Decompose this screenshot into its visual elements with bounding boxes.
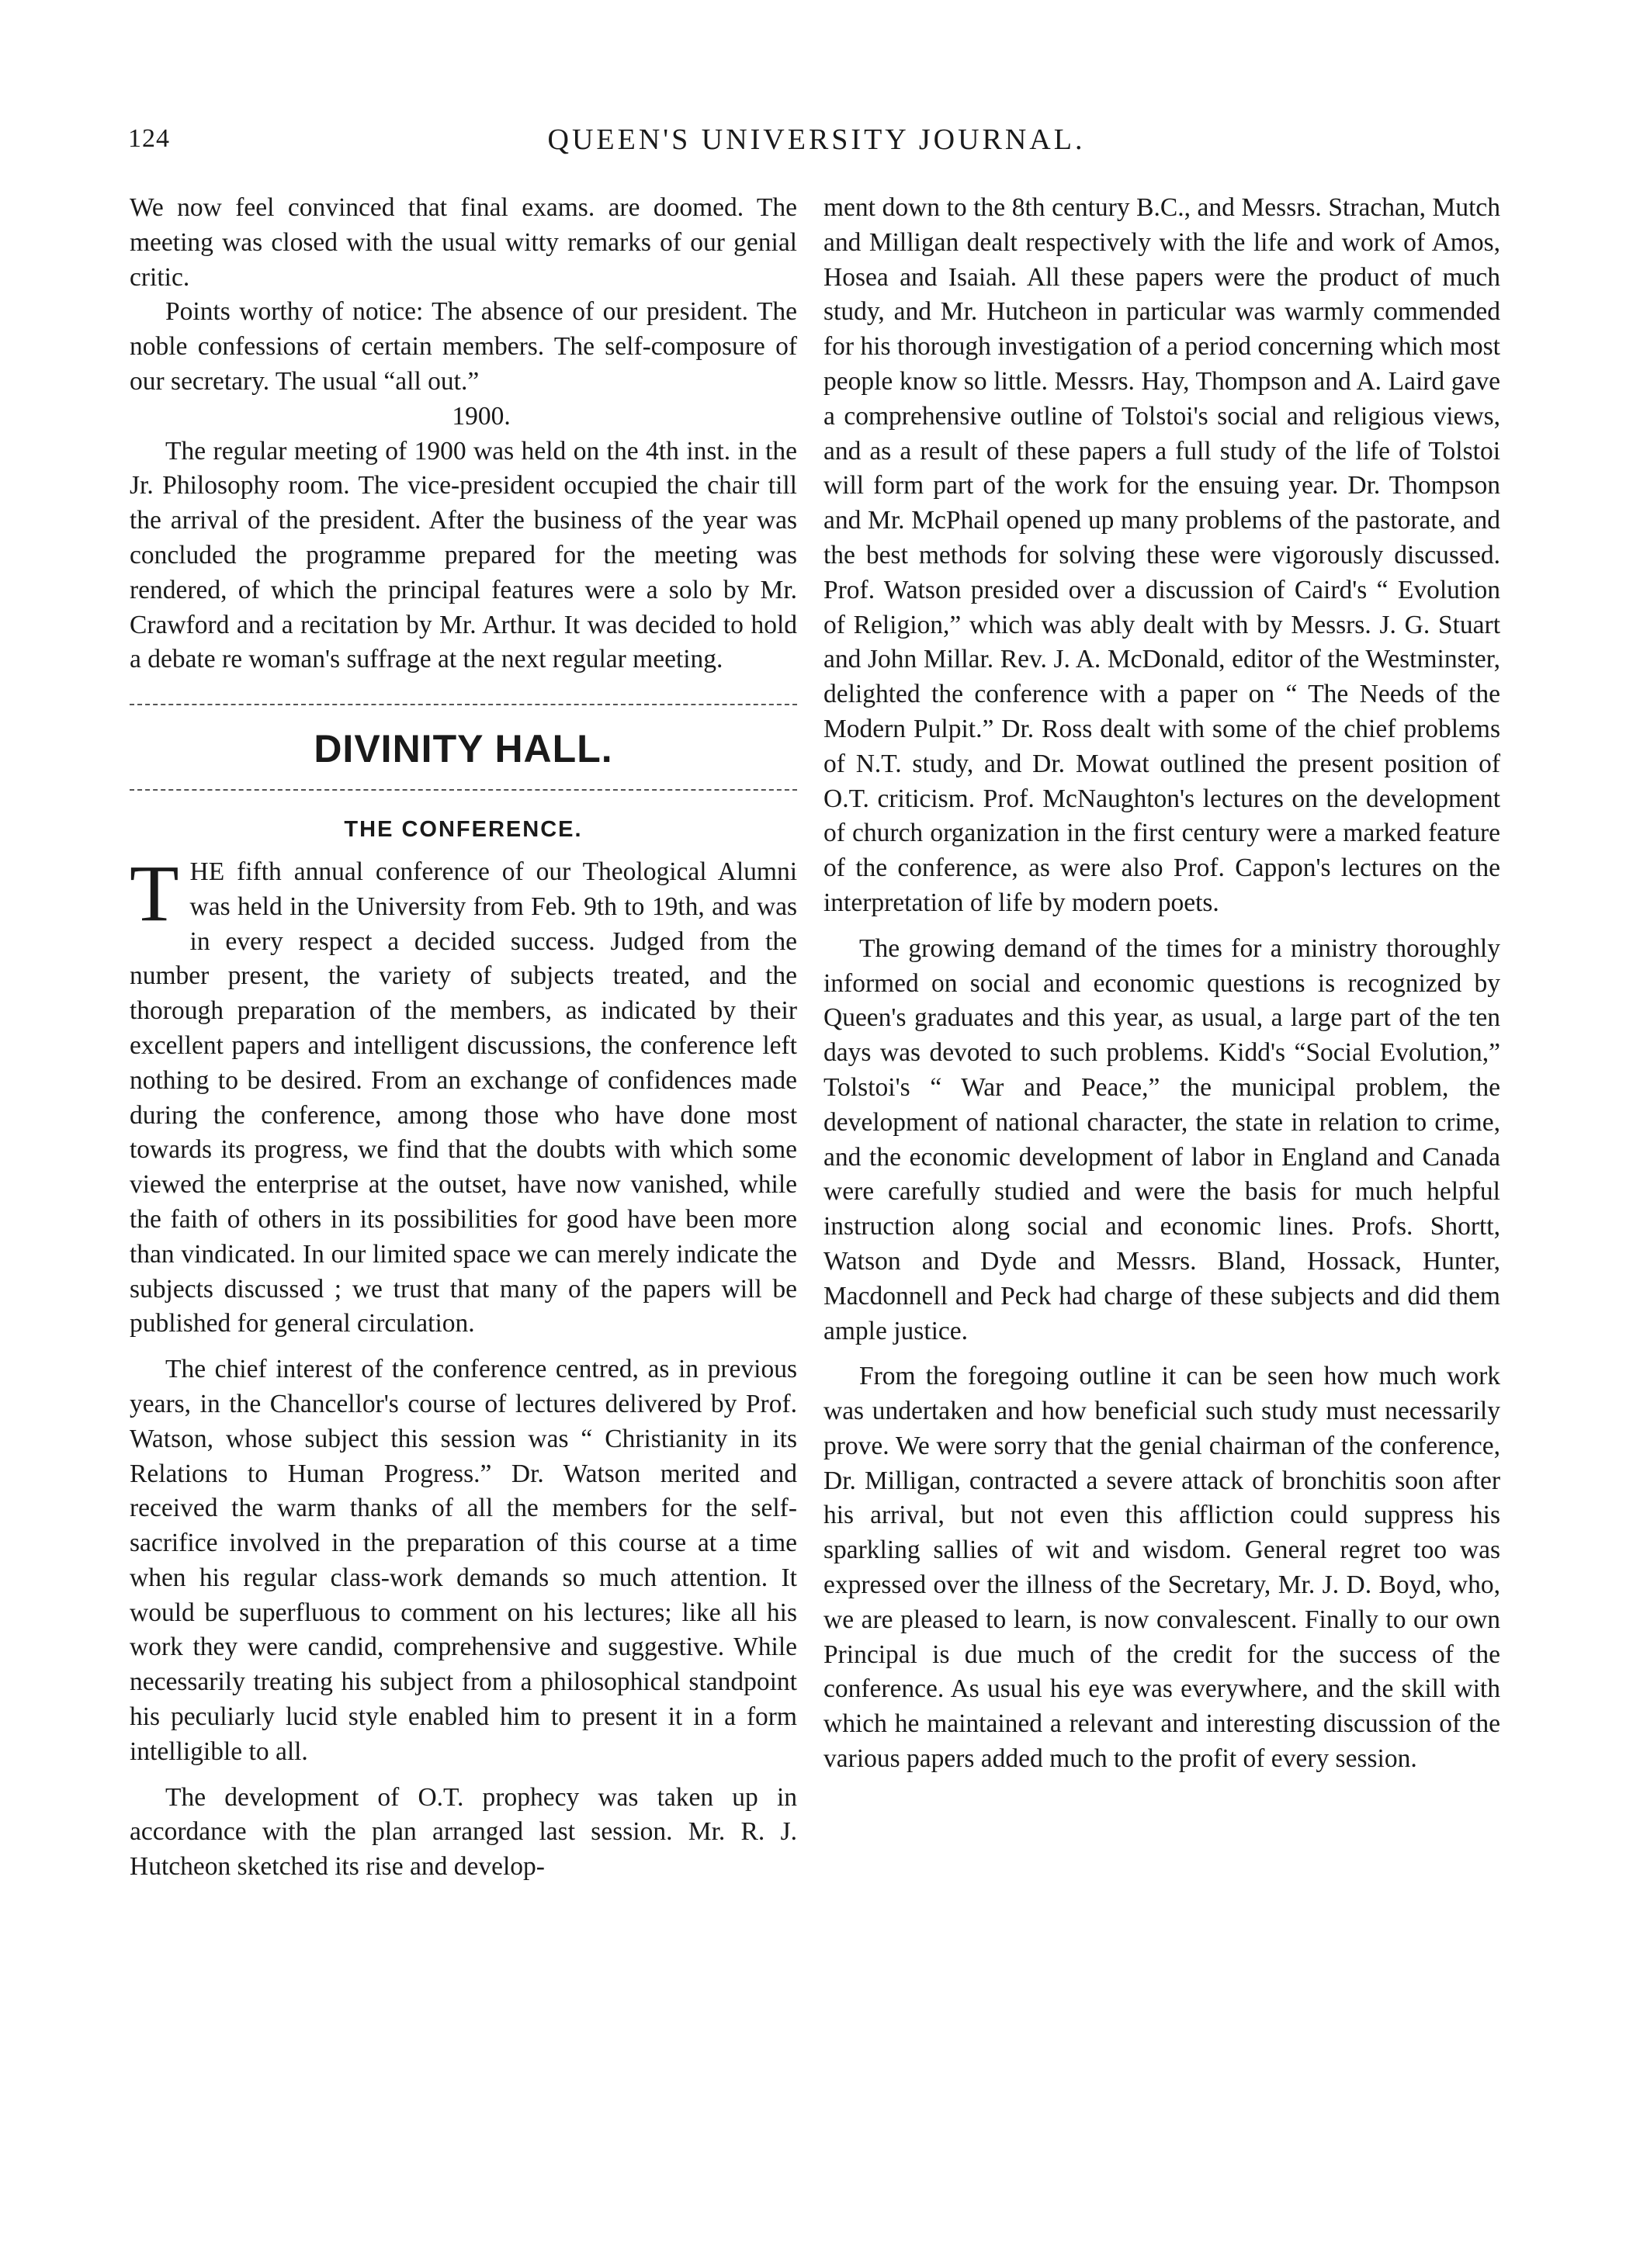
year-heading: 1900.	[452, 401, 511, 431]
paragraph: The regular meeting of 1900 was held on the 4th inst. in the Jr. Philosophy room. The vice-president occupied the chair till the arrival of the president. After the business of the year was concluded the programme prepared for the meeting was rendered, of which the principal features were a solo by Mr. Crawford and a recitation by Mr. Arthur. It was decided to hold a debate re woman's suffrage at the next regular meeting.	[130, 436, 797, 674]
section-rule-bottom	[130, 789, 797, 791]
section-title: DIVINITY HALL.	[314, 727, 613, 771]
lead-paragraph	[130, 848, 797, 1342]
paragraph: ment down to the 8th century B.C., and Messrs. Strachan, Mutch and Milligan dealt respectively with the life and work of Amos, Hosea and Isaiah. All these papers were the product of much study, and Mr. Hutcheon in particular was warmly commended for his thorough investigation of a period concerning which most people know so little. Messrs. Hay, Thompson and A. Laird gave a comprehensive outline of Tolstoi's social and religious views, and as a result of these papers a full study of the life of Tolstoi will form part of the work for the ensuing year. Dr. Thompson and Mr. McPhail opened up many problems of the pastorate, and the best methods for solving these were vigorously discussed. Prof. Watson presided over a discussion of Caird's “ Evolution of Religion,” which was ably dealt with by Messrs. J. G. Stuart and John Millar. Rev. J. A. McDonald, editor of the Westminster, delighted the conference with a paper on “ The Needs of the Modern Pulpit.” Dr. Ross dealt with some of the chief problems of N.T. study, and Dr. Mowat outlined the present position of O.T. criticism. Prof. McNaughton's lectures on the development of church organization in the first century were a marked feature of the conference, as were also Prof. Cappon's lectures on the interpretation of life by modern poets.	[823, 193, 1500, 917]
section-rule-top	[130, 704, 797, 705]
left-column	[130, 191, 797, 1885]
paragraph: The development of O.T. prophecy was taken up in accordance with the plan arranged last session. Mr. R. J. Hutcheon sketched its rise and develop-	[130, 1782, 797, 1882]
article-title: THE CONFERENCE.	[344, 817, 583, 843]
running-head: QUEEN'S UNIVERSITY JOURNAL.	[547, 123, 1086, 156]
lead-text: HE fifth annual conference of our Theological Alumni was held in the University from Feb. 9th to 19th, and was in every respect a decided success. Judged from the number present, the variety of subjects treated, and the thorough preparation of the members, as indicated by their excellent papers and intelligent discussions, the conference left nothing to be desired. From an exchange of confidences made during the conference, among those who have done most towards its progress, we find that the doubts with which some viewed the enterprise at the outset, have now vanished, while the faith of others in its possibilities for good have been more than vindicated. In our limited space we can merely indicate the subjects discussed ; we trust that many of the papers will be published for general circulation.	[130, 857, 797, 1338]
paragraph: The chief interest of the conference centred, as in previous years, in the Chancellor's course of lectures delivered by Prof. Watson, whose subject this session was “ Christianity in its Relations to Human Progress.” Dr. Watson merited and received the warm thanks of all the members for the self-sacrifice involved in the preparation of this course at a time when his regular class-work demands so much attention. It would be superfluous to comment on his lectures; like all his work they were candid, comprehensive and suggestive. While necessarily treating his subject from a philosophical standpoint his peculiarly lucid style enabled him to present it in a form intelligible to all.	[130, 1355, 797, 1766]
page-number: 124	[128, 124, 170, 153]
right-column	[823, 191, 1500, 1777]
paragraph: We now feel convinced that final exams. are doomed. The meeting was closed with the usual witty remarks of our genial critic.	[130, 193, 797, 292]
paragraph: The growing demand of the times for a ministry thoroughly informed on social and economic questions is recognized by Queen's graduates and this year, as usual, a large part of the ten days was devoted to such problems. Kidd's “Social Evolution,” Tolstoi's “ War and Peace,” the municipal problem, the development of national character, the state in relation to crime, and the economic development of labor in England and Canada were carefully studied and were the basis for much helpful instruction along social and economic lines. Profs. Shortt, Watson and Dyde and Messrs. Bland, Hossack, Hunter, Macdonnell and Peck had charge of these subjects and did them ample justice.	[823, 933, 1500, 1345]
paragraph: Points worthy of notice: The absence of our president. The noble confessions of certain members. The self-composure of our secretary. The usual “all out.”	[130, 297, 797, 396]
paragraph: From the foregoing outline it can be seen how much work was undertaken and how beneficial such study must necessarily prove. We were sorry that the genial chairman of the conference, Dr. Milligan, contracted a severe attack of bronchitis soon after his arrival, but not even this affliction could suppress his sparkling sallies of wit and wisdom. General regret too was expressed over the illness of the Secretary, Mr. J. D. Boyd, who, we are pleased to learn, is now convalescent. Finally to our own Principal is due much of the credit for the success of the conference. As usual his eye was everywhere, and the skill with which he maintained a relevant and interesting discussion of the various papers added much to the profit of every session.	[823, 1362, 1500, 1774]
drop-cap: T	[130, 848, 179, 938]
